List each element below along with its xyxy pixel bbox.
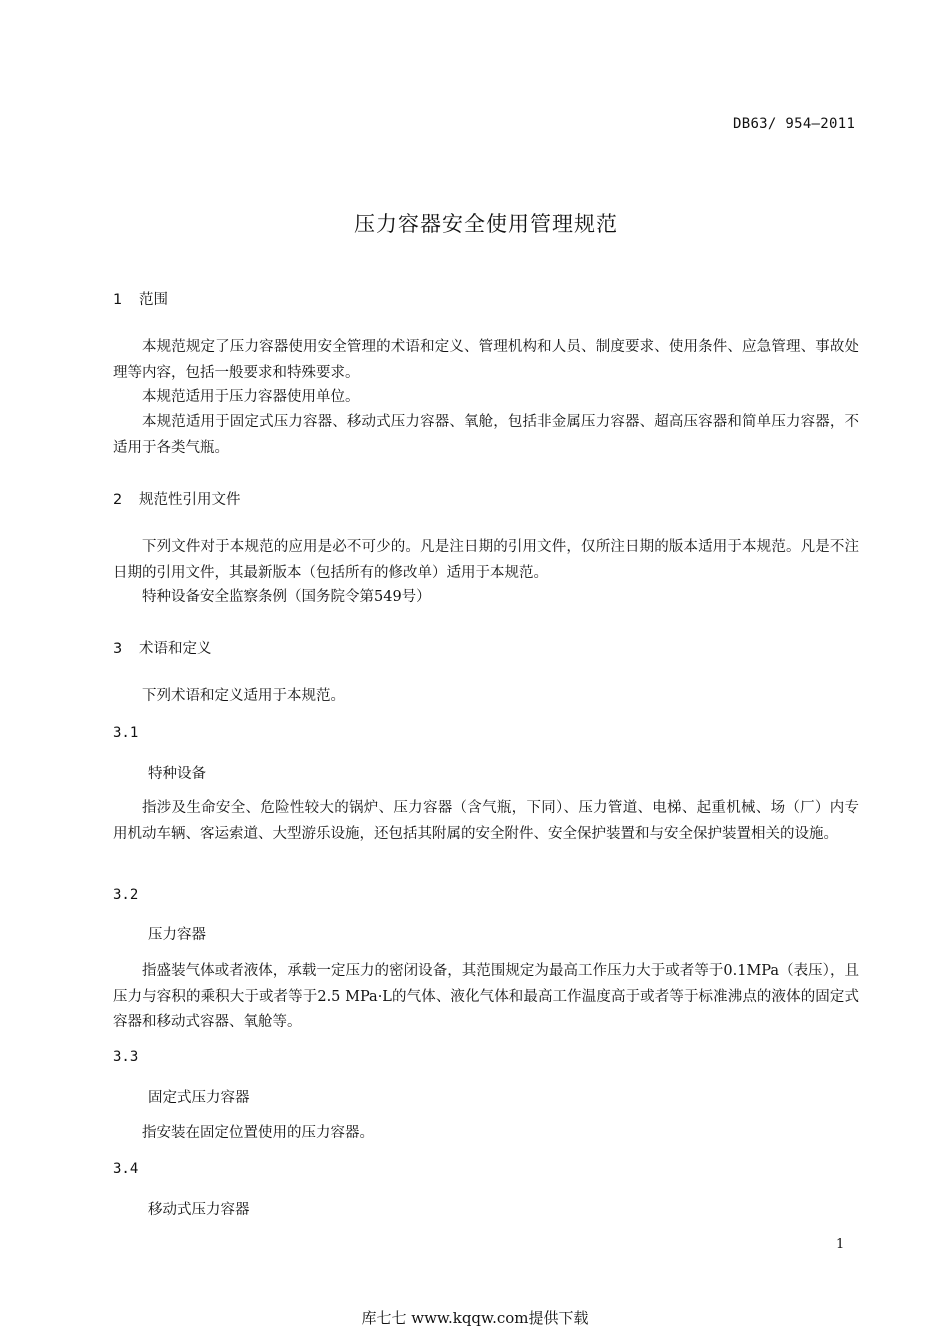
term-definition: 指涉及生命安全、危险性较大的锅炉、压力容器（含气瓶，下同）、压力管道、电梯、起重机械、场（厂）内专用机动车辆、客运索道、大型游乐设施，还包括其附属的安全附件、安全保护装置和与安全保护装置相关的设施。 — [113, 800, 859, 842]
section-1-heading — [113, 288, 168, 309]
paragraph: 本规范规定了压力容器使用安全管理的术语和定义、管理机构和人员、制度要求、使用条件、应急管理、事故处理等内容，包括一般要求和特殊要求。 — [113, 339, 859, 381]
section-title: 术语和定义 — [139, 641, 212, 657]
paragraph: 特种设备安全监察条例（国务院令第549号） — [142, 589, 431, 605]
document-code: DB63/ 954—2011 — [733, 116, 856, 132]
section-number: 1 — [113, 292, 123, 308]
term-definition: 指盛装气体或者液体，承载一定压力的密闭设备，其范围规定为最高工作压力大于或者等于0.1MPa（表压），且压力与容积的乘积大于或者等于2.5 MPa·L的气体、液化气体和最高工作温度高于或者等于标准沸点的液体的固定式容器和移动式容器、氧舱等。 — [113, 963, 859, 1030]
subsection-number: 3.2 — [113, 887, 139, 903]
page-title: 压力容器安全使用管理规范 — [354, 212, 618, 236]
subsection-number: 3.3 — [113, 1049, 139, 1065]
paragraph: 下列术语和定义适用于本规范。 — [142, 688, 345, 704]
term-title: 固定式压力容器 — [148, 1090, 250, 1106]
section-number: 2 — [113, 492, 123, 508]
section-2-heading — [113, 488, 241, 509]
term-title: 特种设备 — [148, 766, 206, 782]
term-title: 移动式压力容器 — [148, 1202, 250, 1218]
section-number: 3 — [113, 641, 123, 657]
paragraph: 下列文件对于本规范的应用是必不可少的。凡是注日期的引用文件，仅所注日期的版本适用于本规范。凡是不注日期的引用文件，其最新版本（包括所有的修改单）适用于本规范。 — [113, 539, 859, 581]
paragraph: 本规范适用于固定式压力容器、移动式压力容器、氧舱，包括非金属压力容器、超高压容器和简单压力容器，不适用于各类气瓶。 — [113, 414, 859, 456]
section-title: 范围 — [139, 292, 168, 308]
term-title: 压力容器 — [148, 927, 206, 943]
footer-watermark: 库七七 www.kqqw.com提供下载 — [361, 1309, 589, 1327]
subsection-number: 3.4 — [113, 1161, 139, 1177]
section-3-heading — [113, 637, 212, 658]
section-title: 规范性引用文件 — [139, 492, 241, 508]
subsection-number: 3.1 — [113, 725, 139, 741]
page-number: 1 — [836, 1237, 845, 1252]
term-definition: 指安装在固定位置使用的压力容器。 — [142, 1125, 374, 1141]
paragraph: 本规范适用于压力容器使用单位。 — [142, 389, 360, 405]
